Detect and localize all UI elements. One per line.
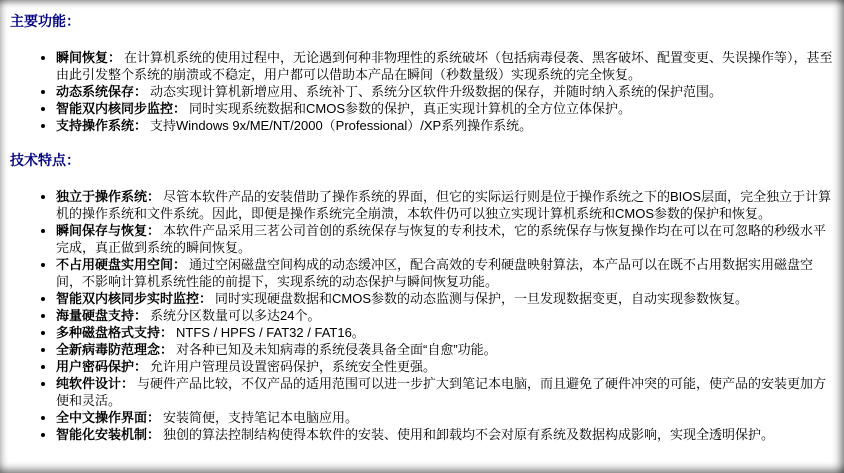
technical-features-list	[10, 188, 836, 443]
feature-item	[56, 375, 836, 409]
feature-label: 智能双内核同步实时监控：	[56, 291, 213, 306]
feature-label: 纯软件设计：	[56, 376, 135, 391]
feature-text: 系统分区数量可以多达24个。	[150, 308, 321, 323]
feature-item	[56, 83, 836, 100]
feature-text: 在计算机系统的使用过程中，无论遇到何种非物理性的系统破坏（包括病毒侵袭、黑客破坏、配置变更、失误操作等），甚至由此引发整个系统的崩溃或不稳定，用户都可以借助本产品在瞬间（秒数量级）实现系统的完全恢复。	[56, 50, 833, 82]
feature-item	[56, 341, 836, 358]
feature-text: 同时实现系统数据和CMOS参数的保护，真正实现计算机的全方位立体保护。	[189, 101, 632, 116]
feature-text: 对各种已知及未知病毒的系统侵袭具备全面“自愈”功能。	[176, 342, 497, 357]
feature-item	[56, 290, 836, 307]
feature-item	[56, 256, 836, 290]
feature-item	[56, 409, 836, 426]
feature-text: 支持Windows 9x/ME/NT/2000（Professional）/XP系列操作系统。	[150, 118, 533, 133]
feature-label: 海量硬盘支持：	[56, 308, 148, 323]
feature-label: 动态系统保存：	[56, 84, 148, 99]
feature-label: 独立于操作系统：	[56, 189, 161, 204]
feature-text: 尽管本软件产品的安装借助了操作系统的界面，但它的实际运行则是位于操作系统之下的BIOS层面，完全独立于计算机的操作系统和文件系统。因此，即便是操作系统完全崩溃，本软件仍可以独立实现计算机系统和CMOS参数的保护和恢复。	[56, 189, 832, 221]
feature-text: 允许用户管理员设置密码保护，系统安全性更强。	[150, 359, 437, 374]
feature-label: 全新病毒防范理念：	[56, 342, 174, 357]
feature-item	[56, 49, 836, 83]
feature-item	[56, 222, 836, 256]
feature-item	[56, 358, 836, 375]
feature-text: 同时实现硬盘数据和CMOS参数的动态监测与保护，一旦发现数据变更，自动实现参数恢复。	[215, 291, 749, 306]
feature-text: 安装简便，支持笔记本电脑应用。	[163, 410, 359, 425]
feature-label: 不占用硬盘实用空间：	[56, 257, 187, 272]
feature-item	[56, 426, 836, 443]
feature-item	[56, 307, 836, 324]
feature-label: 支持操作系统：	[56, 118, 148, 133]
feature-item	[56, 188, 836, 222]
section-heading-technical-features: 技术特点：	[10, 152, 80, 168]
feature-label: 智能双内核同步监控：	[56, 101, 187, 116]
feature-text: 动态实现计算机新增应用、系统补丁、系统分区软件升级数据的保存，并随时纳入系统的保护范围。	[150, 84, 723, 99]
section-technical-features	[10, 151, 836, 443]
feature-label: 瞬间恢复：	[56, 50, 122, 65]
section-main-functions	[10, 12, 836, 134]
feature-label: 瞬间保存与恢复：	[56, 223, 161, 238]
section-heading-main-functions: 主要功能：	[10, 13, 80, 29]
main-functions-list	[10, 49, 836, 134]
feature-label: 用户密码保护：	[56, 359, 148, 374]
feature-item	[56, 100, 836, 117]
feature-text: NTFS / HPFS / FAT32 / FAT16。	[176, 325, 365, 340]
feature-label: 多种磁盘格式支持：	[56, 325, 174, 340]
feature-text: 与硬件产品比较，不仅产品的适用范围可以进一步扩大到笔记本电脑，而且避免了硬件冲突的可能，使产品的安装更加方便和灵活。	[56, 376, 827, 408]
feature-text: 独创的算法控制结构使得本软件的安装、使用和卸载均不会对原有系统及数据构成影响，实现全透明保护。	[163, 427, 775, 442]
feature-text: 本软件产品采用三茗公司首创的系统保存与恢复的专利技术，它的系统保存与恢复操作均在可以在可忽略的秒级水平完成，真正做到系统的瞬间恢复。	[56, 223, 827, 255]
feature-text: 通过空闲磁盘空间构成的动态缓冲区，配合高效的专利硬盘映射算法，本产品可以在既不占用数据实用磁盘空间，不影响计算机系统性能的前提下，实现系统的动态保护与瞬间恢复功能。	[56, 257, 814, 289]
feature-label: 全中文操作界面：	[56, 410, 161, 425]
feature-item	[56, 324, 836, 341]
feature-label: 智能化安装机制：	[56, 427, 161, 442]
feature-item	[56, 117, 836, 134]
